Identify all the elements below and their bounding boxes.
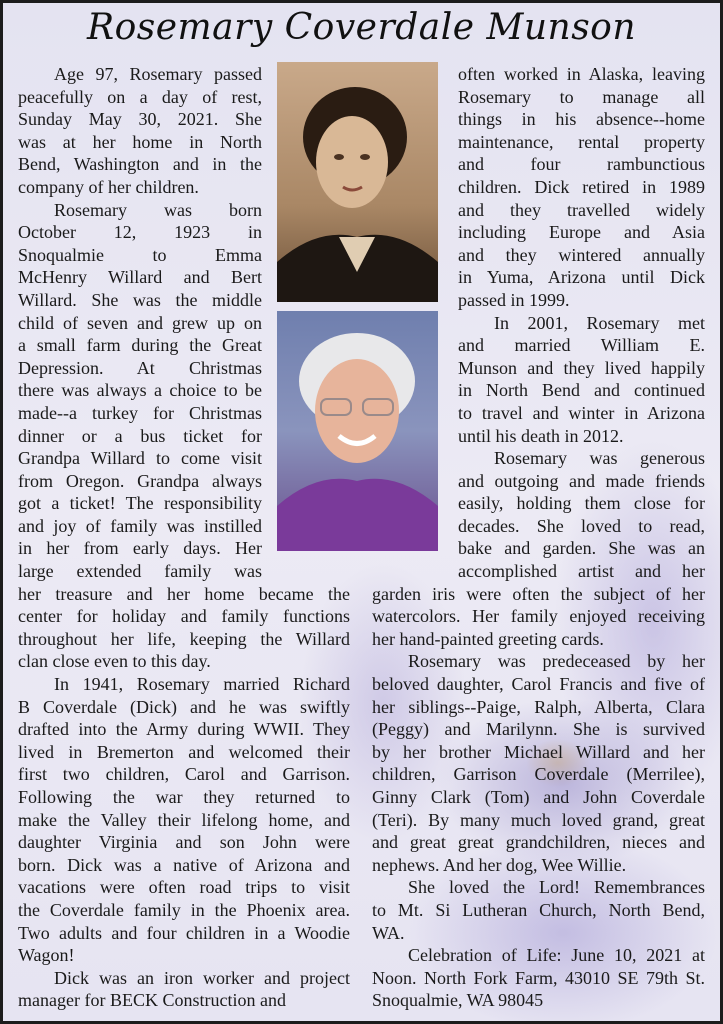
text-line: Celebration of Life: June 10, 2021 at [408,945,705,966]
text-line: McHenry Willard and Bert [18,267,262,288]
text-line: there was always a choice to be [18,380,262,401]
text-line: including Europe and Asia [458,222,705,243]
text-line: born. Dick was a native of Arizona and [18,854,350,875]
text-line: the Coverdale family in the Phoenix area. [18,899,350,920]
text-line: accomplished artist and her [458,561,705,582]
text-line: in Yuma, Arizona until Dick [458,267,705,288]
text-line: dinner or a bus ticket for [18,425,262,446]
text-line: Willard. She was the middle [18,289,262,310]
text-line: Munson and they lived happily [458,357,705,378]
text-line: maintenance, rental property [458,131,705,152]
text-line: beloved daughter, Carol Francis and five of [372,674,705,695]
text-line: Age 97, Rosemary passed [54,64,262,84]
text-line: and outgoing and made friends [458,470,705,491]
text-line: make the Valley their lifelong home, and [18,809,350,830]
text-line: Bend, Washington and in the [18,154,262,175]
text-line: Ginny Clark (Tom) and John Coverdale [372,787,705,807]
text-line: Following the war they returned to [18,787,350,807]
text-line: Rosemary was born [54,199,262,220]
text-line: October 12, 1923 in [18,222,262,243]
text-line: made--a turkey for Christmas [18,402,262,423]
text-line: things in his absence--home [458,109,705,130]
text-line: and they travelled widely [458,199,705,220]
text-line: by her brother Michael Willard and her [372,741,705,762]
text-line: Wagon! [18,945,75,966]
text-line: clan close even to this day. [18,651,211,672]
text-line: easily, holding them close for [458,493,705,514]
text-line: company of her children. [18,176,199,197]
text-line: (Peggy) and Marilynn. She is survived [372,719,705,740]
text-line: children, Garrison Coverdale (Merrilee), [372,764,705,785]
text-line: peacefully on a day of rest, [18,86,262,107]
text-line: throughout her life, keeping the Willard [18,628,350,649]
text-line: Rosemary was generous [494,448,705,469]
text-line: children. Dick retired in 1989 [458,176,705,197]
text-line: until his death in 2012. [458,425,624,446]
text-line: and great great grandchildren, nieces and [372,832,705,853]
obituary-title: Rosemary Coverdale Munson [86,7,637,48]
text-line: WA. [372,922,405,943]
text-line: daughter Virginia and son John were [18,832,350,853]
text-line: child of seven and grew up on [18,312,262,333]
text-line: from Oregon. Grandpa always [18,470,262,491]
text-line: and they wintered annually [458,244,705,265]
text-line: her hand-painted greeting cards. [372,628,604,649]
text-line: In 2001, Rosemary met [494,312,705,333]
text-line: Snoqualmie to Emma [18,244,262,265]
right-column [3,63,705,1012]
text-line: Grandpa Willard to come visit [18,448,262,469]
text-line: nephews. And her dog, Wee Willie. [372,854,627,875]
text-line: Sunday May 30, 2021. She [18,109,262,130]
text-line: In 1941, Rosemary married Richard [54,674,350,695]
text-line: large extended family was [18,561,262,582]
text-line: often worked in Alaska, leaving [458,64,705,84]
text-line: Dick was an iron worker and project [54,967,350,988]
text-line: vacations were often road trips to visit [18,877,350,898]
text-line: her siblings--Paige, Ralph, Alberta, Clara [372,696,705,717]
text-line: to travel and winter in Arizona [458,402,705,423]
text-line: Depression. At Christmas [18,357,262,378]
text-line: first two children, Carol and Garrison. [18,764,350,785]
text-line: and married William E. [458,335,705,356]
text-line: garden iris were often the subject of her [372,583,705,604]
text-line: B Coverdale (Dick) and he was swiftly [18,696,350,717]
text-line: decades. She loved to read, [458,515,705,536]
text-line: center for holiday and family functions [18,606,350,627]
text-line: (Teri). By many much loved grand, great [372,809,705,830]
text-line: manager for BECK Construction and [18,990,286,1011]
text-line: lived in Bremerton and welcomed their [18,741,350,762]
text-line: Noon. North Fork Farm, 43010 SE 79th St. [372,967,705,988]
text-line: She loved the Lord! Remembrances [408,877,705,898]
text-line: Snoqualmie, WA 98045 [372,990,544,1011]
text-line: was at her home in North [18,131,262,152]
text-line: and four rambunctious [458,154,705,175]
text-line: in North Bend and continued [458,380,705,401]
obituary-page [3,3,720,1021]
text-line: got a ticket! The responsibility [18,493,262,514]
text-line: Two adults and four children in a Woodie [18,922,350,943]
text-line: and joy of family was instilled [18,515,262,536]
text-line: a small farm during the Great [18,335,262,356]
text-line: drafted into the Army during WWII. They [18,719,350,740]
text-line: bake and garden. She was an [458,538,705,559]
text-line: her treasure and her home became the [18,583,350,604]
text-line: Rosemary to manage all [458,86,705,107]
text-line: passed in 1999. [458,289,570,310]
text-line: in her from early days. Her [18,538,262,559]
text-line: watercolors. Her family enjoyed receiving [372,606,705,627]
text-line: to Mt. Si Lutheran Church, North Bend, [372,899,705,920]
text-line: Rosemary was predeceased by her [408,651,705,672]
